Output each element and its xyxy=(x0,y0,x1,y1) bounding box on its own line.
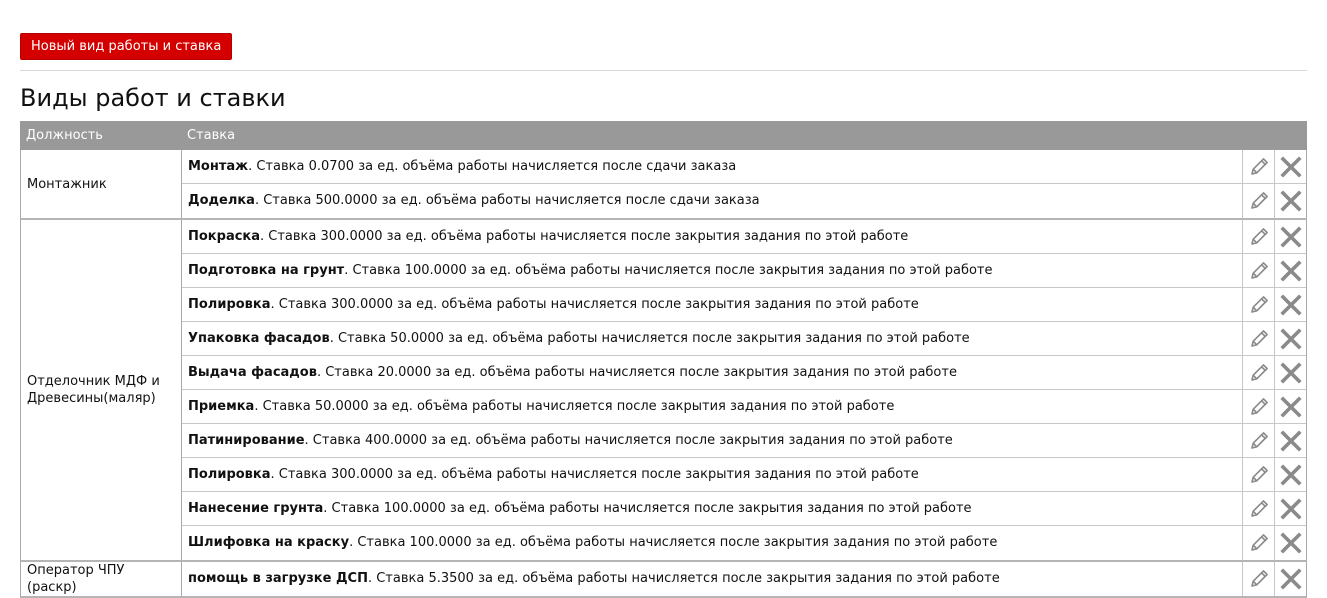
rate-description xyxy=(182,458,1242,491)
close-icon xyxy=(1280,396,1302,418)
pencil-icon xyxy=(1248,328,1270,350)
work-type-name: Доделка xyxy=(188,193,255,208)
pencil-icon xyxy=(1248,396,1270,418)
edit-button[interactable] xyxy=(1242,526,1274,560)
work-type-name: Шлифовка на краску xyxy=(188,535,350,550)
close-icon xyxy=(1280,226,1302,248)
close-icon xyxy=(1280,430,1302,452)
close-icon xyxy=(1280,464,1302,486)
work-type-name: Монтаж xyxy=(188,159,249,174)
position-group xyxy=(20,562,1307,598)
close-icon xyxy=(1280,260,1302,282)
delete-button[interactable] xyxy=(1274,390,1306,423)
close-icon xyxy=(1280,532,1302,554)
pencil-icon xyxy=(1248,568,1270,590)
table-row xyxy=(182,150,1306,184)
rate-details: . Ставка 100.0000 за ед. объёма работы начисляется после закрытия задания по этой работе xyxy=(344,263,993,278)
table-row xyxy=(182,492,1306,526)
header-position: Должность xyxy=(26,128,103,143)
new-work-type-button[interactable]: Новый вид работы и ставка xyxy=(20,33,232,60)
work-type-name: помощь в загрузке ДСП xyxy=(188,571,368,586)
rate-details: . Ставка 300.0000 за ед. объёма работы начисляется после закрытия задания по этой работе xyxy=(260,229,909,244)
edit-button[interactable] xyxy=(1242,254,1274,287)
rate-details: . Ставка 100.0000 за ед. объёма работы начисляется после закрытия задания по этой работе xyxy=(323,501,972,516)
rate-details: . Ставка 400.0000 за ед. объёма работы начисляется после закрытия задания по этой работе xyxy=(304,433,953,448)
table-row xyxy=(182,220,1306,254)
edit-button[interactable] xyxy=(1242,184,1274,218)
pencil-icon xyxy=(1248,226,1270,248)
table-row xyxy=(182,458,1306,492)
delete-button[interactable] xyxy=(1274,562,1306,596)
work-type-name: Нанесение грунта xyxy=(188,501,324,516)
table-row xyxy=(182,526,1306,560)
close-icon xyxy=(1280,190,1302,212)
close-icon xyxy=(1280,498,1302,520)
table-row xyxy=(182,254,1306,288)
close-icon xyxy=(1280,328,1302,350)
delete-button[interactable] xyxy=(1274,526,1306,560)
rate-description xyxy=(182,220,1242,253)
rate-details: . Ставка 5.3500 за ед. объёма работы начисляется после закрытия задания по этой работе xyxy=(367,571,1000,586)
table-row xyxy=(182,424,1306,458)
rate-details: . Ставка 500.0000 за ед. объёма работы начисляется после сдачи заказа xyxy=(254,193,760,208)
delete-button[interactable] xyxy=(1274,356,1306,389)
header-rate: Ставка xyxy=(187,128,236,143)
table-body xyxy=(20,150,1307,598)
work-type-name: Покраска xyxy=(188,229,261,244)
pencil-icon xyxy=(1248,190,1270,212)
delete-button[interactable] xyxy=(1274,458,1306,491)
rate-description xyxy=(182,492,1242,525)
page-title: Виды работ и ставки xyxy=(20,84,286,112)
rate-description xyxy=(182,390,1242,423)
close-icon xyxy=(1280,294,1302,316)
rate-description xyxy=(182,150,1242,183)
rate-list xyxy=(182,220,1306,560)
table-header xyxy=(20,121,1307,150)
rate-details: . Ставка 300.0000 за ед. объёма работы начисляется после закрытия задания по этой работе xyxy=(270,297,919,312)
rate-description xyxy=(182,356,1242,389)
position-name: Монтажник xyxy=(21,150,182,218)
divider xyxy=(20,70,1307,71)
rate-description xyxy=(182,322,1242,355)
delete-button[interactable] xyxy=(1274,184,1306,218)
edit-button[interactable] xyxy=(1242,356,1274,389)
work-type-name: Патинирование xyxy=(188,433,305,448)
rate-details: . Ставка 300.0000 за ед. объёма работы начисляется после закрытия задания по этой работе xyxy=(270,467,919,482)
rate-details: . Ставка 50.0000 за ед. объёма работы начисляется после закрытия задания по этой работе xyxy=(254,399,895,414)
pencil-icon xyxy=(1248,532,1270,554)
pencil-icon xyxy=(1248,294,1270,316)
pencil-icon xyxy=(1248,156,1270,178)
close-icon xyxy=(1280,156,1302,178)
position-group xyxy=(20,150,1307,220)
position-name: Отделочник МДФ и Древесины(маляр) xyxy=(21,220,182,560)
rate-details: . Ставка 100.0000 за ед. объёма работы начисляется после закрытия задания по этой работе xyxy=(349,535,998,550)
rate-details: . Ставка 20.0000 за ед. объёма работы начисляется после закрытия задания по этой работе xyxy=(316,365,957,380)
rate-description xyxy=(182,184,1242,218)
pencil-icon xyxy=(1248,498,1270,520)
delete-button[interactable] xyxy=(1274,220,1306,253)
table-row xyxy=(182,288,1306,322)
rate-details: . Ставка 50.0000 за ед. объёма работы начисляется после закрытия задания по этой работе xyxy=(329,331,970,346)
edit-button[interactable] xyxy=(1242,562,1274,596)
pencil-icon xyxy=(1248,464,1270,486)
rate-description xyxy=(182,288,1242,321)
edit-button[interactable] xyxy=(1242,458,1274,491)
edit-button[interactable] xyxy=(1242,492,1274,525)
table-row xyxy=(182,356,1306,390)
rate-list xyxy=(182,150,1306,218)
delete-button[interactable] xyxy=(1274,322,1306,355)
pencil-icon xyxy=(1248,362,1270,384)
work-type-name: Полировка xyxy=(188,297,271,312)
position-group xyxy=(20,220,1307,562)
work-type-name: Полировка xyxy=(188,467,271,482)
delete-button[interactable] xyxy=(1274,424,1306,457)
work-type-name: Выдача фасадов xyxy=(188,365,317,380)
edit-button[interactable] xyxy=(1242,220,1274,253)
close-icon xyxy=(1280,568,1302,590)
work-type-name: Подготовка на грунт xyxy=(188,263,345,278)
table-row xyxy=(182,322,1306,356)
delete-button[interactable] xyxy=(1274,492,1306,525)
edit-button[interactable] xyxy=(1242,322,1274,355)
delete-button[interactable] xyxy=(1274,254,1306,287)
pencil-icon xyxy=(1248,430,1270,452)
work-type-name: Упаковка фасадов xyxy=(188,331,330,346)
delete-button[interactable] xyxy=(1274,150,1306,183)
table-row xyxy=(182,390,1306,424)
work-type-name: Приемка xyxy=(188,399,255,414)
rate-description xyxy=(182,254,1242,287)
delete-button[interactable] xyxy=(1274,288,1306,321)
rate-description xyxy=(182,424,1242,457)
edit-button[interactable] xyxy=(1242,288,1274,321)
edit-button[interactable] xyxy=(1242,150,1274,183)
rate-details: . Ставка 0.0700 за ед. объёма работы начисляется после сдачи заказа xyxy=(248,159,737,174)
close-icon xyxy=(1280,362,1302,384)
edit-button[interactable] xyxy=(1242,424,1274,457)
pencil-icon xyxy=(1248,260,1270,282)
edit-button[interactable] xyxy=(1242,390,1274,423)
rate-list xyxy=(182,562,1306,596)
rate-description xyxy=(182,562,1242,596)
table-row xyxy=(182,562,1306,596)
table-row xyxy=(182,184,1306,218)
rate-description xyxy=(182,526,1242,560)
position-name: Оператор ЧПУ (раскр) xyxy=(21,562,182,596)
rates-table xyxy=(20,121,1307,598)
